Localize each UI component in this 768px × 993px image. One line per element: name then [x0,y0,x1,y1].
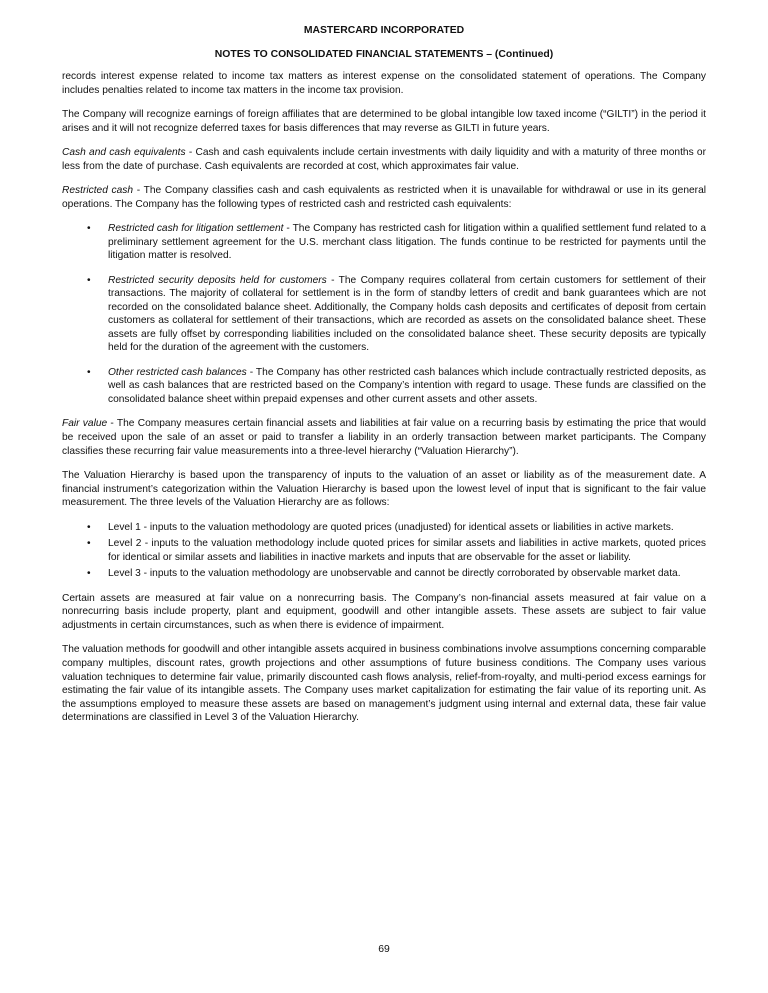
document-body [62,70,706,725]
list-item-term: Restricted cash for litigation settlement [108,222,284,234]
list-item-text: - The Company has other restricted cash balances which include contractually restricted deposits, as well as cash balances that are restricted based on the Company’s intention with regard to usage. These funds are classified on the consolidated balance sheet within prepaid expenses and other current assets and other assets. [108,366,706,406]
term-restricted-cash: Restricted cash [62,184,134,196]
bullet: • [87,222,91,234]
bullet: • [87,274,91,286]
bullet: • [87,568,91,580]
text-cash-equivalents: - Cash and cash equivalents include certain investments with daily liquidity and with a maturity of three months or less from the date of purchase. Cash equivalents are recorded at cost, which approximates fair value. [62,146,706,172]
list-item-text: - The Company has restricted cash for litigation within a qualified settlement fund related to a preliminary settlement agreement for the U.S. merchant class litigation. The funds continue to be restricted for payments until the litigation matter is resolved. [108,222,706,262]
level-3-text: Level 3 - inputs to the valuation methodology are unobservable and cannot be directly corroborated by observable market data. [108,568,681,580]
list-item [62,274,706,356]
paragraph-interest-expense: records interest expense related to income tax matters as interest expense on the consolidated statement of operations. The Company includes penalties related to income tax matters in the income tax provision. [62,71,706,96]
list-item [62,222,706,263]
list-item [62,366,706,407]
term-fair-value: Fair value [62,418,108,430]
text-fair-value: - The Company measures certain financial assets and liabilities at fair value on a recurring basis by estimating the price that would be received upon the sale of an asset or paid to transfer a liability in an orderly transaction between market participants. The Company classifies these recurring fair value measurements into a three-level hierarchy (“Valuation Hierarchy”). [62,418,706,457]
bullet: • [87,366,91,378]
company-header: MASTERCARD INCORPORATED [303,25,465,36]
page-number: 69 [378,944,390,955]
bullet: • [87,538,91,550]
list-item-text: - The Company requires collateral from certain customers for settlement of their transactions. The majority of collateral for settlement is in the form of standby letters of credit and bank guarantees which are not recorded on the consolidated balance sheet. Additionally, the Company holds cash deposits and certificates of deposit from certain customers as collateral for settlement of their transactions, which are recorded as assets on the consolidated balance sheet. These assets are fully offset by corresponding liabilities included on the consolidated balance sheet. These security deposits are typically held for the duration of the agreement with the customers. [108,274,706,354]
document-page [62,24,706,736]
restricted-cash-list [62,222,706,407]
list-item [62,567,706,581]
list-item-term: Restricted security deposits held for customers [108,274,327,286]
notes-title: NOTES TO CONSOLIDATED FINANCIAL STATEMENTS – (Continued) [214,49,554,60]
term-cash-equivalents: Cash and cash equivalents [62,146,186,158]
paragraph-restricted-cash [62,184,706,211]
text-restricted-cash: - The Company classifies cash and cash equivalents as restricted when it is unavailable for withdrawal or use in its general operations. The Company has the following types of restricted cash and restricted cash equivalents: [62,184,706,210]
paragraph-fair-value [62,417,706,458]
paragraph-valuation-hierarchy: The Valuation Hierarchy is based upon the transparency of inputs to the valuation of an asset or liability as of the measurement date. A financial instrument’s categorization within the Valuation Hierarchy is based upon the lowest level of input that is significant to the fair value measurement. The three levels of the Valuation Hierarchy are as follows: [62,470,706,509]
paragraph-valuation-methods: The valuation methods for goodwill and other intangible assets acquired in business combinations involve assumptions concerning comparable company multiples, discount rates, growth projections and other assumptions of future business conditions. The Company uses various valuation techniques to determine fair value, primarily discounted cash flows analysis, relief-from-royalty, and multi-period excess earnings for estimating the fair value of its intangible assets. The Company uses market capitalization for estimating the fair value of its reporting unit. As the assumptions employed to measure these assets are based on management’s judgment using internal and external data, these fair value determinations are classified in Level 3 of the Valuation Hierarchy. [62,644,706,724]
list-item [62,537,706,564]
bullet: • [87,521,91,533]
paragraph-cash-equivalents [62,146,706,173]
list-item-term: Other restricted cash balances [108,366,247,378]
level-1-text: Level 1 - inputs to the valuation methodology are quoted prices (unadjusted) for identical assets or liabilities in active markets. [108,521,674,533]
valuation-levels-list [62,521,706,581]
paragraph-nonrecurring: Certain assets are measured at fair value on a nonrecurring basis. The Company’s non-financial assets measured at fair value on a nonrecurring basis include property, plant and equipment, goodwill and other intangible assets. These assets are subject to fair value adjustments in certain circumstances, such as when there is evidence of impairment. [62,592,706,631]
level-2-text: Level 2 - inputs to the valuation methodology include quoted prices for similar assets and liabilities in active markets, quoted prices for identical or similar assets and liabilities in inactive markets and inputs that are observable for the asset or liability. [108,538,706,563]
paragraph-gilti: The Company will recognize earnings of foreign affiliates that are determined to be global intangible low taxed income (“GILTI”) in the period it arises and it will not recognize deferred taxes for basis differences that may reverse as GILTI in future years. [62,108,706,134]
list-item [62,521,706,535]
